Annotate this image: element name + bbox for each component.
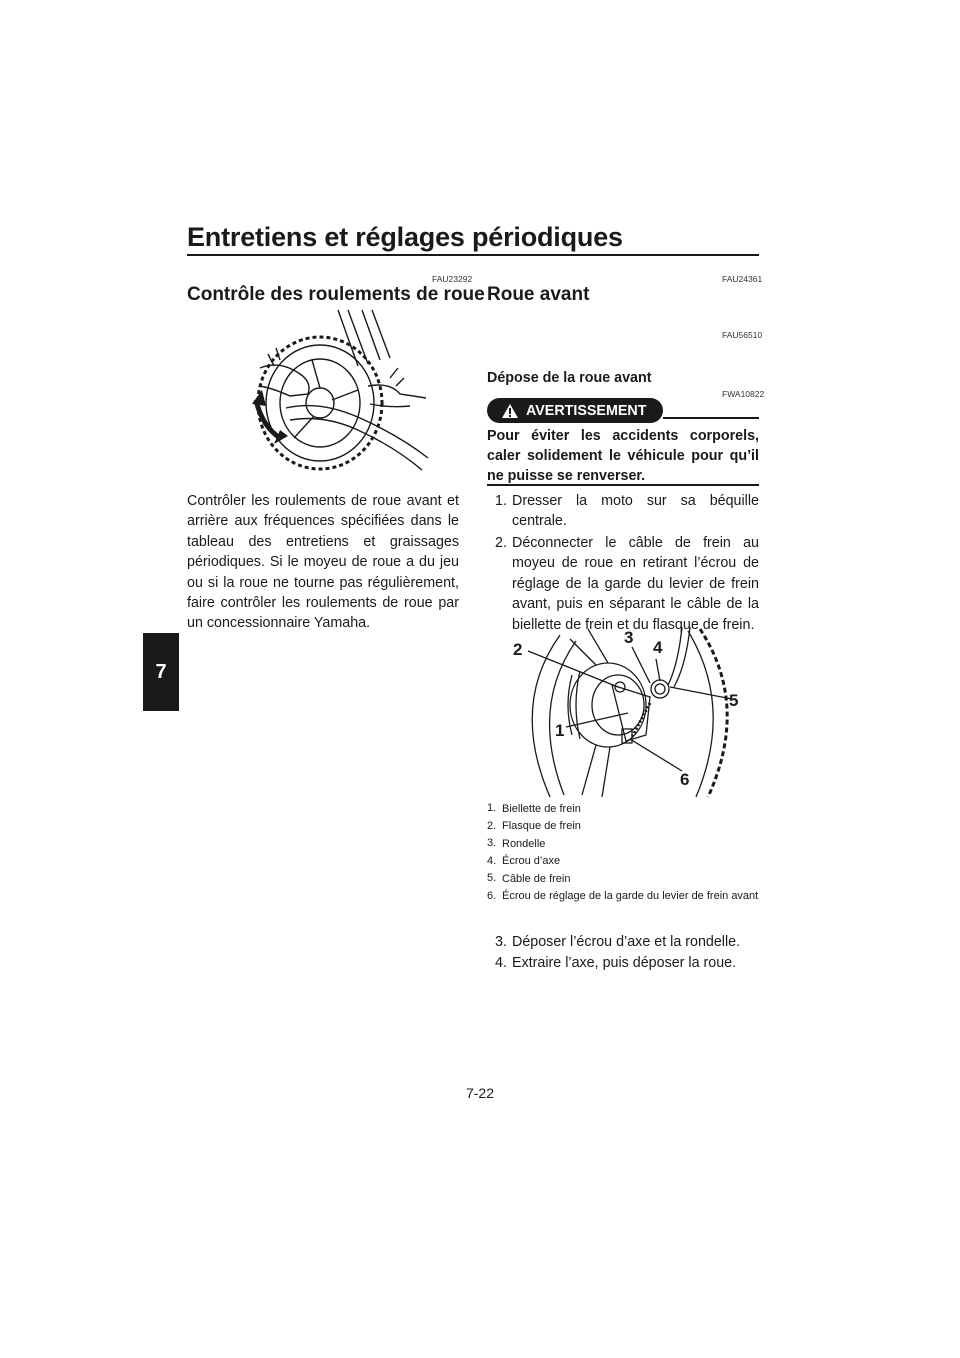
page-title: Entretiens et réglages périodiques [187,222,623,252]
legend-item: 1. Biellette de frein [487,802,581,815]
front-brake-illustration [500,625,750,800]
callout-label: 1 [555,721,565,740]
wheel-bearing-check-illustration [250,308,440,476]
warning-top-rule [663,417,759,419]
warning-text: Pour éviter les accidents corporels, caler solidement le véhicule pour qu’il ne puisse se renverser. [487,428,759,484]
step-item: 3. Déposer l’écrou d’axe et la rondelle. [495,934,741,950]
step-item: 1. Dresser la moto sur sa béquille centrale. [495,493,759,530]
legend-item: 6. Écrou de réglage de la garde du levier de frein avant [487,889,759,903]
section-code: FAU23292 [432,274,473,284]
callout-label: 2 [513,640,523,659]
warning-badge [487,398,663,423]
chapter-tab: 7 [143,633,179,711]
step-item: 2. Déconnecter le câble de frein au moyeu de roue en retirant l’écrou de réglage de la garde du levier de frein avant, puis en séparant le câble de la biellette de frein et du flasque de frein. [495,535,759,633]
callout-label: 3 [624,628,634,647]
page-number: 7-22 [465,1085,495,1101]
title-divider [187,254,759,256]
wheel-bearing-paragraph: Contrôler les roulements de roue avant et arrière aux fréquences spécifiées dans le tableau des entretiens et graissages périodiques. Si le moyeu de roue a du jeu ou si la roue ne tourne pas régulièrement, faire contrôler les roulements de roue par un concessionnaire Yamaha. [187,493,459,632]
warning-bottom-rule [487,484,759,486]
callout-label: 5 [729,691,739,710]
section-code: FAU24361 [722,274,763,284]
legend-item: 3. Rondelle [487,837,546,850]
step-item: 4. Extraire l’axe, puis déposer la roue. [495,955,737,971]
warning-triangle-icon [501,403,519,419]
warning-label: AVERTISSEMENT [526,402,647,419]
section-heading-wheel-bearings: Contrôle des roulements de roue [187,284,485,305]
legend-item: 5. Câble de frein [487,872,571,885]
figure-legend [487,800,759,905]
section-heading-front-wheel: Roue avant [487,284,590,305]
callout-label: 6 [680,770,690,789]
legend-item: 4. Écrou d’axe [487,854,561,868]
subsection-code: FAU56510 [722,330,763,340]
callout-label: 4 [653,638,663,657]
warning-code: FWA10822 [722,389,765,399]
legend-item: 2. Flasque de frein [487,819,581,833]
subsection-heading-removal: Dépose de la roue avant [487,370,652,386]
